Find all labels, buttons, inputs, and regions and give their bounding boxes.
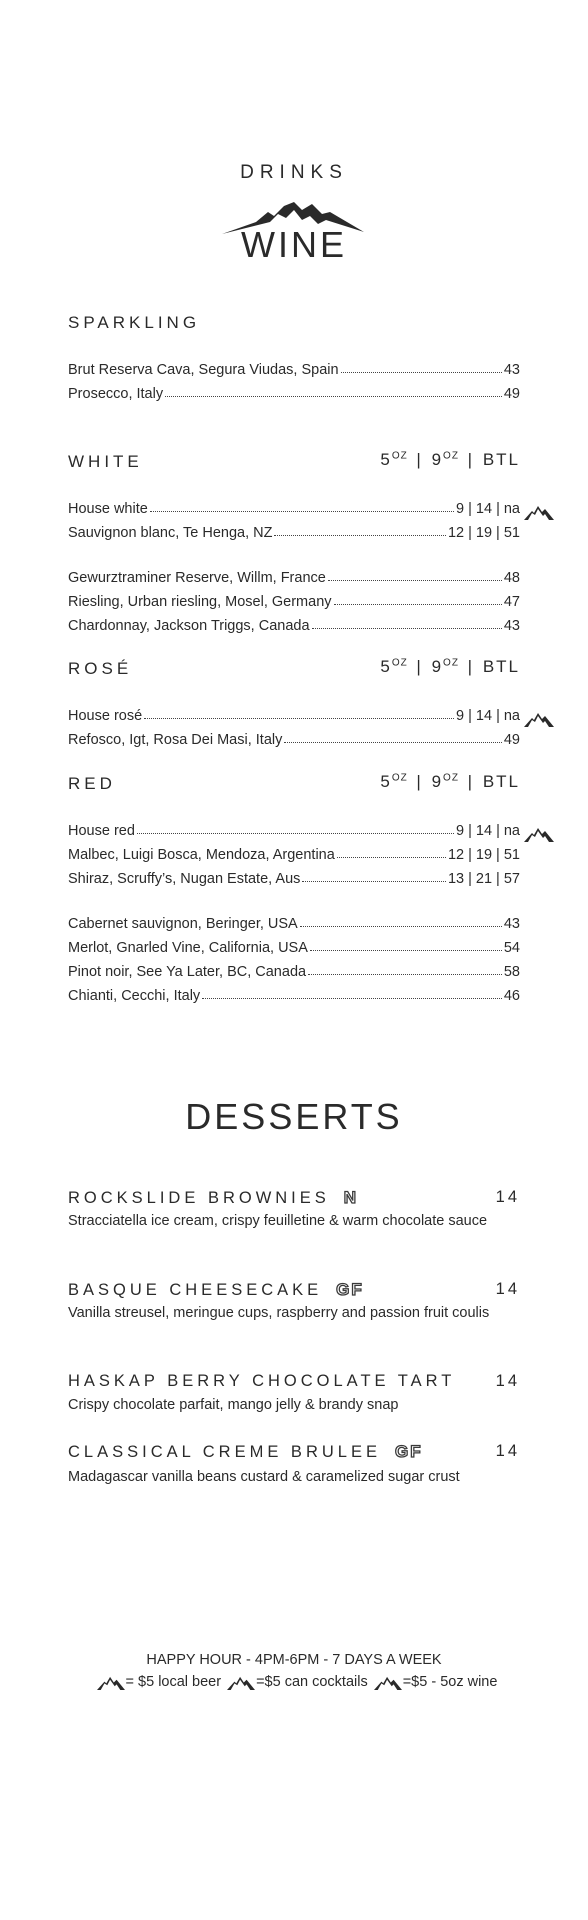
dessert-price: 14 [495,1442,520,1460]
mountain-icon [524,711,554,727]
dessert-name: HASKAP BERRY CHOCOLATE TART [68,1372,456,1390]
mountain-icon [524,826,554,842]
menu-item: Riesling, Urban riesling, Mosel, Germany 47 [68,594,520,610]
mountain-icon [374,1675,402,1690]
dessert-price: 14 [495,1188,520,1206]
menu-item: House rosé 9 | 14 | na [68,708,520,724]
mountain-icon [227,1675,255,1690]
mountain-icon [524,504,554,520]
menu-item: Merlot, Gnarled Vine, California, USA 54 [68,940,520,956]
section-title-rose: ROSÉ [68,659,133,678]
section-title-white: WHITE [68,452,143,471]
dessert-description: Madagascar vanilla beans custard & caramelized sugar crust [68,1469,460,1485]
size-header: $5^{OZ}$ | $9^{OZ}$ | BTL [380,657,520,676]
menu-item: Refosco, Igt, Rosa Dei Masi, Italy 49 [68,732,520,748]
diet-tag: GF [336,1280,364,1299]
dessert-description: Crispy chocolate parfait, mango jelly & brandy snap [68,1397,399,1413]
dessert-price: 14 [495,1372,520,1390]
mountain-icon [97,1675,125,1690]
menu-item: House white 9 | 14 | na [68,501,520,517]
dessert-description: Stracciatella ice cream, crispy feuilletine & warm chocolate sauce [68,1213,488,1229]
size-header: $5^{OZ}$ | $9^{OZ}$ | BTL [380,450,520,469]
menu-item: Chardonnay, Jackson Triggs, Canada 43 [68,618,520,634]
desserts-heading: DESSERTS [185,1096,403,1137]
size-header: $5^{OZ}$ | $9^{OZ}$ | BTL [380,772,520,791]
dessert-price: 14 [495,1280,520,1298]
menu-item: Gewurztraminer Reserve, Willm, France 48 [68,570,520,586]
menu-item: Malbec, Luigi Bosca, Mendoza, Argentina 12 | 19 | 51 [68,847,520,863]
drinks-heading: DRINKS [240,162,348,183]
happy-hour-legend: = $5 local beer =$5 can cocktails =$5 - 5oz wine [0,1674,588,1690]
menu-item: Shiraz, Scruffy’s, Nugan Estate, Aus 13 | 21 | 57 [68,871,520,887]
menu-item: Prosecco, Italy 49 [68,386,520,402]
section-title-red: RED [68,774,116,793]
menu-item: House red 9 | 14 | na [68,823,520,839]
menu-item: Pinot noir, See Ya Later, BC, Canada 58 [68,964,520,980]
happy-hour-text: HAPPY HOUR - 4PM-6PM - 7 DAYS A WEEK [146,1652,442,1668]
menu-item: Sauvignon blanc, Te Henga, NZ 12 | 19 | 51 [68,525,520,541]
dessert-name: BASQUE CHEESECAKE GF [68,1280,364,1299]
diet-tag: N [343,1188,359,1207]
wine-heading: WINE [241,224,347,265]
menu-item: Brut Reserva Cava, Segura Viudas, Spain 43 [68,362,520,378]
menu-item: Chianti, Cecchi, Italy 46 [68,988,520,1004]
dessert-name: ROCKSLIDE BROWNIES N [68,1188,359,1207]
diet-tag: GF [394,1442,423,1461]
dessert-name: CLASSICAL CREME BRULEE GF [68,1442,423,1461]
menu-item: Cabernet sauvignon, Beringer, USA 43 [68,916,520,932]
section-title-sparkling: SPARKLING [68,313,201,332]
dessert-description: Vanilla streusel, meringue cups, raspberry and passion fruit coulis [68,1305,490,1321]
